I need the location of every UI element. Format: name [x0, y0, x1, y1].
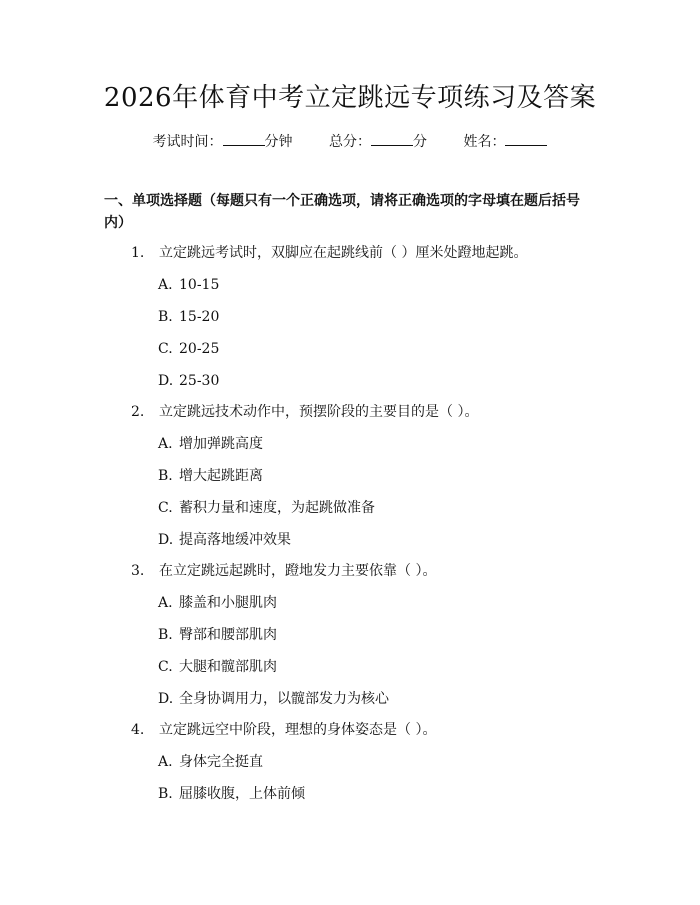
- exam-time-blank[interactable]: [223, 131, 265, 146]
- option-item[interactable]: [158, 784, 305, 804]
- option-item[interactable]: [158, 498, 375, 518]
- option-item[interactable]: [158, 625, 277, 645]
- exam-info-line: [0, 131, 700, 153]
- option-item[interactable]: [158, 275, 219, 295]
- option-text: 臀部和腰部肌肉: [179, 627, 277, 643]
- option-item[interactable]: [158, 339, 219, 359]
- name-blank[interactable]: [505, 131, 547, 146]
- option-letter: D.: [158, 532, 174, 548]
- option-text: 大腿和髋部肌肉: [179, 659, 277, 675]
- option-item[interactable]: [158, 657, 277, 677]
- question-stem: [131, 402, 478, 422]
- option-item[interactable]: [158, 752, 263, 772]
- total-score-field: [329, 131, 427, 153]
- option-item[interactable]: [158, 371, 219, 391]
- question-text: 立定跳远空中阶段，理想的身体姿态是（ ）。: [159, 722, 437, 738]
- question-stem: [131, 720, 436, 740]
- option-item[interactable]: [158, 466, 263, 486]
- exam-time-label: 考试时间：: [152, 134, 223, 150]
- option-letter: B.: [158, 468, 173, 484]
- option-letter: C.: [158, 341, 173, 357]
- option-letter: D.: [158, 691, 174, 707]
- question-stem: [131, 561, 436, 581]
- option-text: 蓄积力量和速度，为起跳做准备: [179, 500, 375, 516]
- option-letter: A.: [158, 436, 173, 452]
- option-letter: C.: [158, 659, 173, 675]
- question-text: 立定跳远考试时，双脚应在起跳线前（ ）厘米处蹬地起跳。: [159, 245, 528, 261]
- question-number: 3.: [131, 563, 145, 579]
- option-item[interactable]: [158, 593, 277, 613]
- option-text: 屈膝收腹，上体前倾: [179, 786, 305, 802]
- option-text: 20-25: [179, 341, 220, 357]
- option-letter: B.: [158, 786, 173, 802]
- question-stem: [131, 243, 527, 263]
- question-number: 1.: [131, 245, 145, 261]
- total-score-label: 总分：: [329, 134, 371, 150]
- option-text: 10-15: [179, 277, 220, 293]
- option-item[interactable]: [158, 434, 263, 454]
- option-item[interactable]: [158, 530, 291, 550]
- option-text: 15-20: [179, 309, 220, 325]
- exam-time-unit: 分钟: [264, 134, 293, 150]
- option-letter: B.: [158, 627, 173, 643]
- option-letter: B.: [158, 309, 173, 325]
- total-score-blank[interactable]: [371, 131, 413, 146]
- question-text: 在立定跳远起跳时，蹬地发力主要依靠（ ）。: [159, 563, 437, 579]
- option-text: 全身协调用力，以髋部发力为核心: [179, 691, 389, 707]
- name-field: [463, 131, 547, 153]
- option-letter: A.: [158, 277, 173, 293]
- section-heading: 一、单项选择题（每题只有一个正确选项，请将正确选项的字母填在题后括号内）: [104, 193, 580, 231]
- option-text: 提高落地缓冲效果: [179, 532, 291, 548]
- name-label: 姓名：: [463, 134, 506, 150]
- option-letter: D.: [158, 373, 174, 389]
- question-text: 立定跳远技术动作中，预摆阶段的主要目的是（ ）。: [159, 404, 479, 420]
- option-letter: A.: [158, 754, 173, 770]
- option-text: 身体完全挺直: [179, 754, 263, 770]
- option-letter: C.: [158, 500, 173, 516]
- question-number: 4.: [131, 722, 145, 738]
- option-letter: A.: [158, 595, 173, 611]
- total-score-unit: 分: [413, 134, 427, 150]
- option-text: 增大起跳距离: [179, 468, 263, 484]
- option-text: 增加弹跳高度: [179, 436, 263, 452]
- option-text: 膝盖和小腿肌肉: [179, 595, 277, 611]
- question-number: 2.: [131, 404, 145, 420]
- option-item[interactable]: [158, 307, 219, 327]
- document-title: 2026年体育中考立定跳远专项练习及答案: [103, 83, 597, 113]
- option-text: 25-30: [179, 373, 220, 389]
- exam-time-field: [153, 131, 293, 153]
- option-item[interactable]: [158, 689, 389, 709]
